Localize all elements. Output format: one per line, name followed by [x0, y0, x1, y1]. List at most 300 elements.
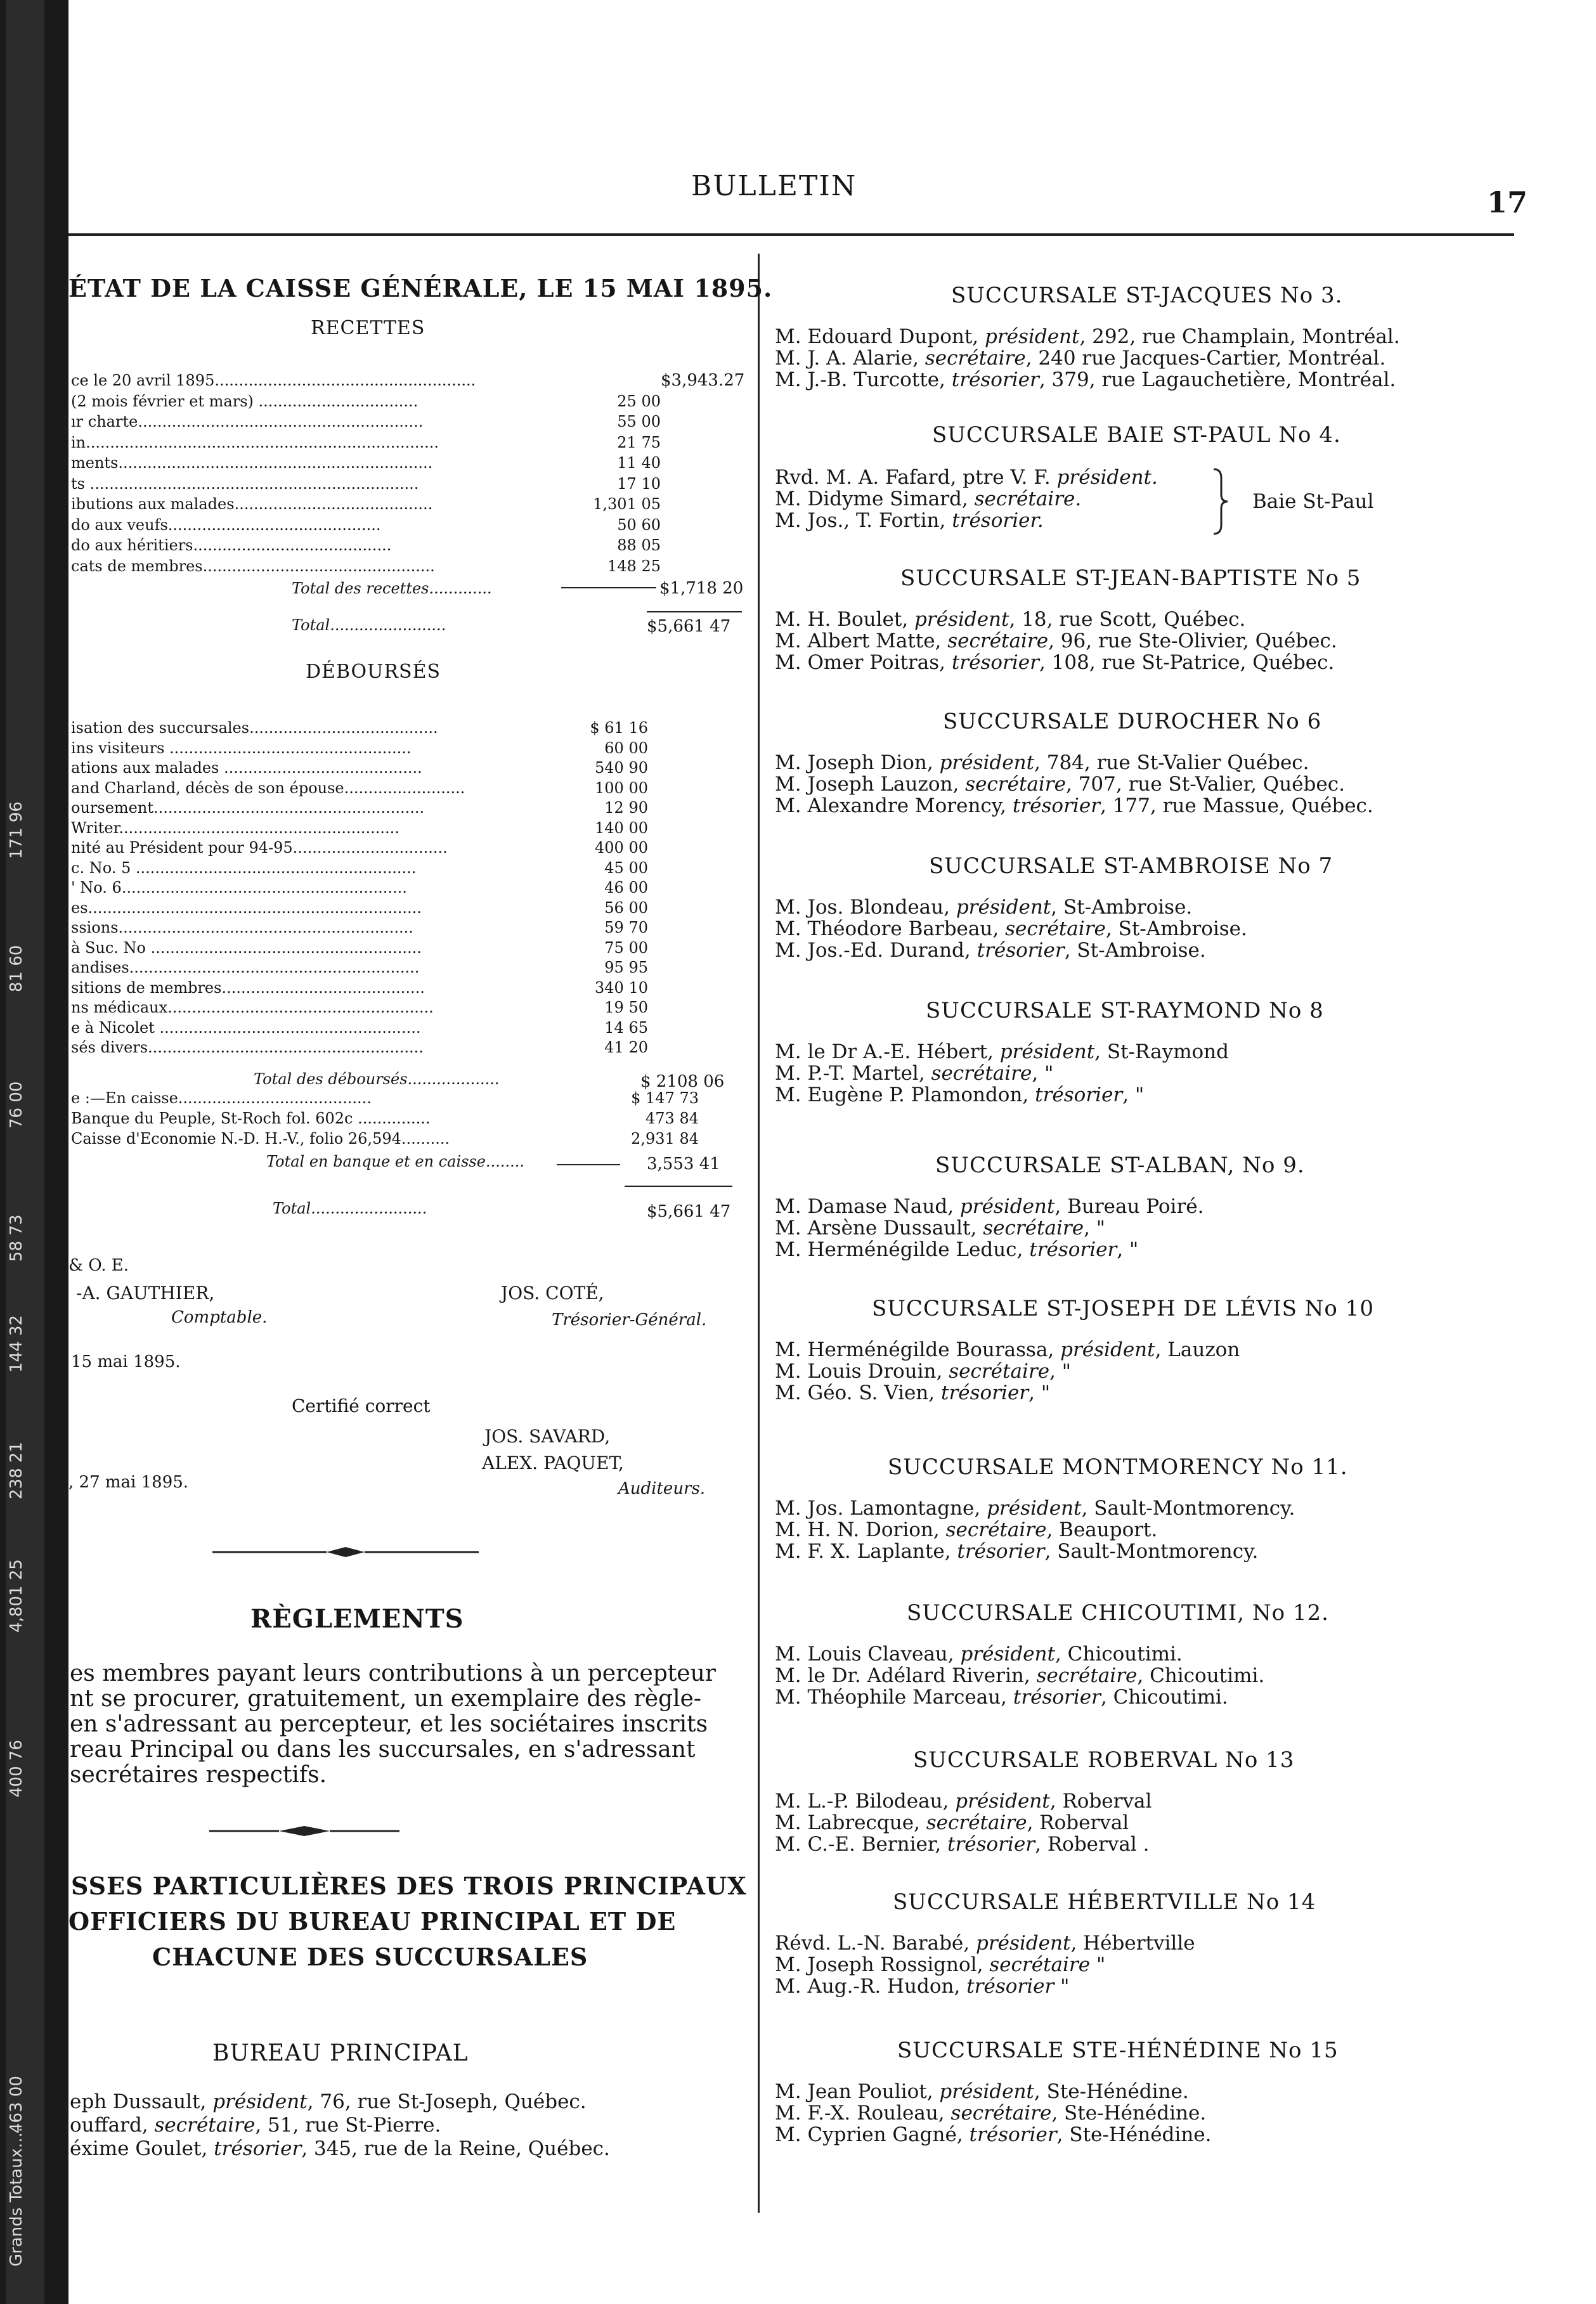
total1-value: $5,661 47: [647, 617, 731, 636]
officer-role: président: [960, 1643, 1055, 1666]
officer-name: M. H. N. Dorion,: [775, 1518, 946, 1541]
recette-amount: 50 60: [617, 515, 661, 534]
officer-role: secrétaire: [950, 2102, 1052, 2125]
officer-name: M. Louis Drouin,: [775, 1360, 949, 1383]
debourse-row: [71, 1037, 749, 1058]
officer-role: trésorier: [1035, 1084, 1123, 1106]
recette-amount: 11 40: [617, 454, 661, 472]
officer-name: M. J.-B. Turcotte,: [775, 368, 952, 391]
sig-cote-role: Trésorier-Général.: [552, 1311, 707, 1330]
debourse-label: ssions.............................................................: [71, 919, 413, 936]
officer-role: trésorier: [966, 1975, 1054, 1998]
officer-role: trésorier: [214, 2137, 302, 2160]
officer-address: , Lauzon: [1155, 1338, 1240, 1361]
recette-label: in.........................................................................: [71, 433, 439, 451]
officer-role: trésorier: [976, 939, 1065, 962]
officer-address: , 18, rue Scott, Québec.: [1009, 608, 1246, 631]
bureau-officer-line: [70, 2114, 441, 2137]
officer-address: , Roberval .: [1035, 1833, 1150, 1856]
officer-role: trésorier: [1013, 1686, 1101, 1709]
recette-label: do aux veufs............................................: [71, 515, 381, 534]
officer-line: [775, 510, 1044, 532]
officer-line: [775, 1196, 1203, 1218]
succursale-title: SUCCURSALE CHICOUTIMI, No 12.: [907, 1600, 1329, 1626]
officer-line: [775, 326, 1400, 348]
date-1: 15 mai 1895.: [71, 1352, 181, 1371]
recette-row: [71, 370, 749, 391]
officer-line: [775, 1382, 1050, 1404]
officer-name: M. Joseph Rossignol,: [775, 1953, 990, 1976]
debourse-row: [71, 838, 749, 858]
recette-row: [71, 474, 749, 494]
total-debourses-label: Total des déboursés...................: [254, 1070, 500, 1088]
debourse-row: [71, 997, 749, 1018]
total-recettes-dash: [561, 587, 656, 588]
officer-role: président: [212, 2090, 308, 2113]
officer-line: [775, 1686, 1228, 1709]
recette-amount: 148 25: [607, 557, 661, 575]
banque-amount: $ 147 73: [631, 1089, 699, 1107]
officer-name: M. Labrecque,: [775, 1811, 926, 1834]
officer-address: , 177, rue Massue, Québec.: [1100, 794, 1373, 817]
officer-role: secrétaire: [925, 347, 1026, 370]
succursale-title: SUCCURSALE BAIE ST-PAUL No 4.: [932, 422, 1341, 448]
officer-role: président: [985, 325, 1080, 348]
officer-line: [775, 1239, 1138, 1261]
page-title: BULLETIN: [691, 170, 857, 202]
officer-role: président: [999, 1040, 1095, 1063]
officer-role: secrétaire: [154, 2114, 256, 2137]
officer-line: [775, 2081, 1189, 2103]
officer-line: [775, 773, 1345, 796]
date-2: , 27 mai 1895.: [68, 1473, 189, 1492]
officer-role: trésorier: [951, 651, 1039, 674]
officer-address: , Chicoutimi.: [1054, 1643, 1183, 1666]
officer-address: , St-Ambroise.: [1064, 939, 1206, 962]
debourse-label: sitions de membres..........................................: [71, 978, 425, 997]
debourse-label: oursement........................................................: [71, 799, 425, 817]
officer-role: secrétaire: [926, 1811, 1027, 1834]
total-debourses-value: $ 2108 06: [640, 1072, 725, 1091]
sig-savard: JOS. SAVARD,: [484, 1426, 611, 1447]
ornament-divider: [212, 1544, 479, 1560]
total-recettes-label: Total des recettes.............: [292, 579, 492, 597]
binding-edge-label: 76 00: [7, 1081, 26, 1129]
debourse-row: [71, 758, 749, 778]
officer-line: [775, 1084, 1144, 1106]
debourse-label: c. No. 5 ..........................................................: [71, 858, 417, 877]
bureau-principal-title: BUREAU PRINCIPAL: [212, 2040, 469, 2066]
total2-label: Total........................: [273, 1200, 427, 1217]
officer-role: président: [956, 896, 1051, 919]
officer-role: secrétaire: [1005, 917, 1106, 940]
bureau-officer-line: [70, 2091, 587, 2113]
recettes-heading: RECETTES: [311, 317, 425, 339]
binding-edge-label: [7, 1474, 26, 1499]
banque-row: [71, 1088, 749, 1108]
officer-address: , Roberval: [1027, 1811, 1129, 1834]
succursale-title: SUCCURSALE ST-JOSEPH DE LÉVIS No 10: [872, 1296, 1374, 1321]
binding-edge-label: [7, 1772, 26, 1797]
recette-label: ır charte...........................................................: [71, 413, 424, 430]
binding-edge-label: 81 60: [7, 945, 26, 992]
officer-address: ": [1090, 1953, 1106, 1976]
officer-line: [775, 1498, 1295, 1520]
officer-address: , St-Raymond: [1094, 1040, 1229, 1063]
adresses-title-line: OFFICIERS DU BUREAU PRINCIPAL ET DE: [68, 1907, 677, 1936]
sig-cote: JOS. COTÉ,: [501, 1283, 604, 1304]
officer-role: président.: [1056, 466, 1158, 489]
adresses-title-line: CHACUNE DES SUCCURSALES: [152, 1943, 588, 1971]
officer-name: M. Louis Claveau,: [775, 1643, 961, 1666]
debourse-amount: 540 90: [595, 759, 648, 777]
officer-name: éxime Goulet,: [70, 2137, 214, 2160]
debourse-label: Writer..........................................................: [71, 819, 399, 837]
officer-address: , 379, rue Lagauchetière, Montréal.: [1039, 368, 1396, 391]
officer-name: ouffard,: [70, 2114, 155, 2137]
debourse-amount: 41 20: [604, 1039, 648, 1056]
recette-amount: 21 75: [617, 433, 661, 451]
banque-row: [71, 1108, 749, 1129]
debourse-row: [71, 917, 749, 938]
officer-name: M. C.-E. Bernier,: [775, 1833, 948, 1856]
banque-label: e :—En caisse........................................: [71, 1089, 372, 1107]
officer-role: secrétaire: [983, 1217, 1084, 1239]
officer-role: trésorier: [947, 1833, 1035, 1856]
officer-name: M. H. Boulet,: [775, 608, 915, 631]
total1-label: Total........................: [292, 616, 446, 634]
officer-role: trésorier: [969, 2123, 1057, 2146]
officer-address: , ": [1122, 1084, 1145, 1106]
officer-address: ": [1054, 1975, 1070, 1998]
succursale-title: SUCCURSALE DUROCHER No 6: [943, 709, 1322, 734]
officer-name: M. Omer Poitras,: [775, 651, 952, 674]
succursale-title: SUCCURSALE MONTMORENCY No 11.: [888, 1454, 1348, 1480]
banque-row: [71, 1129, 749, 1149]
officer-name: M. F.-X. Rouleau,: [775, 2102, 951, 2125]
recette-row: [71, 391, 749, 411]
officer-address: , 292, rue Champlain, Montréal.: [1079, 325, 1400, 348]
debourse-amount: 12 90: [604, 799, 648, 817]
officer-name: M. F. X. Laplante,: [775, 1540, 957, 1563]
total2-rule: [625, 1186, 732, 1187]
banque-amount: 2,931 84: [631, 1130, 699, 1148]
officer-role: président: [955, 1790, 1050, 1813]
succursale-title: SUCCURSALE STE-HÉNÉDINE No 15: [897, 2038, 1339, 2063]
recette-amount: 55 00: [617, 413, 661, 430]
debourse-label: ations aux malades .........................................: [71, 759, 422, 777]
total-banque-value: 3,553 41: [647, 1155, 720, 1174]
officer-address: , Sault-Montmorency.: [1081, 1497, 1295, 1520]
certifie-correct: Certifié correct: [292, 1395, 431, 1416]
officer-name: M. Arsène Dussault,: [775, 1217, 983, 1239]
debourse-amount: 19 50: [604, 999, 648, 1016]
officer-role: secrétaire: [931, 1062, 1032, 1085]
officer-name: M. le Dr A.-E. Hébert,: [775, 1040, 1000, 1063]
recette-total: $3,943.27: [661, 371, 745, 390]
officer-address: , 76, rue St-Joseph, Québec.: [307, 2090, 587, 2113]
officer-address: , Roberval: [1049, 1790, 1152, 1813]
officer-line: [775, 1643, 1183, 1666]
officer-address: , St-Ambroise.: [1105, 917, 1247, 940]
banque-label: Caisse d'Economie N.-D. H.-V., folio 26,594..........: [71, 1130, 450, 1148]
officer-address: , St-Ambroise.: [1051, 896, 1193, 919]
officer-address: , Ste-Hénédine.: [1034, 2080, 1189, 2103]
officer-name: M. Alexandre Morency,: [775, 794, 1013, 817]
officer-line: [775, 795, 1373, 817]
recette-label: ce le 20 avril 1895......................................................: [71, 372, 476, 389]
officer-name: M. Herménégilde Bourassa,: [775, 1338, 1061, 1361]
officer-address: , ": [1117, 1238, 1139, 1261]
officer-name: eph Dussault,: [70, 2090, 213, 2113]
sig-gauthier-role: Comptable.: [171, 1308, 268, 1327]
officer-name: M. Théophile Marceau,: [775, 1686, 1013, 1709]
sig-paquet: ALEX. PAQUET,: [482, 1453, 624, 1473]
debourse-label: à Suc. No ........................................................: [71, 938, 422, 957]
officer-role: trésorier: [941, 1382, 1029, 1404]
officer-name: M. Herménégilde Leduc,: [775, 1238, 1030, 1261]
debourse-label: sés divers.........................................................: [71, 1039, 424, 1056]
binding-edge-label: 58 73: [7, 1214, 26, 1262]
officer-line: [775, 609, 1245, 631]
debourse-label: ins visiteurs ..................................................: [71, 739, 412, 757]
banque-amount: 473 84: [646, 1110, 699, 1127]
debourse-row: [71, 798, 749, 818]
officer-line: [775, 1361, 1071, 1383]
officer-address: , Chicoutimi.: [1137, 1664, 1265, 1687]
adresses-title-line: SSES PARTICULIÈRES DES TROIS PRINCIPAUX: [71, 1872, 747, 1900]
officer-line: [775, 1041, 1229, 1063]
officer-name: M. P.-T. Martel,: [775, 1062, 931, 1085]
recette-amount: 25 00: [617, 392, 661, 410]
total-recettes-value: $1,718 20: [659, 579, 744, 598]
officer-role: président: [1060, 1338, 1155, 1361]
officer-name: M. Didyme Simard,: [775, 488, 975, 510]
officer-line: [775, 1339, 1240, 1361]
officer-line: [775, 347, 1385, 370]
officer-name: M. L.-P. Bilodeau,: [775, 1790, 956, 1813]
officer-address: , Bureau Poiré.: [1054, 1195, 1204, 1218]
recette-label: do aux héritiers.........................................: [71, 536, 392, 554]
recette-row: [71, 432, 749, 453]
officer-name: M. Théodore Barbeau,: [775, 917, 1006, 940]
brace-icon: [1211, 467, 1230, 536]
debourse-amount: 400 00: [595, 839, 648, 857]
column-divider: [758, 254, 760, 2213]
succursale-title: SUCCURSALE ST-JACQUES No 3.: [951, 283, 1343, 308]
debourse-amount: 59 70: [604, 919, 648, 936]
officer-address: , ": [1028, 1382, 1051, 1404]
officer-name: M. Cyprien Gagné,: [775, 2123, 970, 2146]
officer-name: M. le Dr. Adélard Riverin,: [775, 1664, 1037, 1687]
banque-label: Banque du Peuple, St-Roch fol. 602c ...............: [71, 1110, 431, 1127]
officer-name: M. Jos. Blondeau,: [775, 896, 956, 919]
officer-name: M. Edouard Dupont,: [775, 325, 985, 348]
debourse-amount: 340 10: [595, 978, 648, 997]
officer-role: secrétaire: [989, 1953, 1091, 1976]
officer-address: , Beauport.: [1046, 1518, 1158, 1541]
officer-address: , Sault-Montmorency.: [1044, 1540, 1259, 1563]
officer-name: M. Jean Pouliot,: [775, 2080, 940, 2103]
reglement-line: reau Principal ou dans les succursales, en s'adressant: [70, 1737, 696, 1763]
succursale-title: SUCCURSALE ST-RAYMOND No 8: [926, 998, 1324, 1023]
officer-address: , ": [1049, 1360, 1072, 1383]
succursale-title: SUCCURSALE ST-AMBROISE No 7: [929, 853, 1333, 879]
officer-line: [775, 1217, 1105, 1239]
officer-role: président: [939, 751, 1035, 774]
debourse-row: [71, 877, 749, 898]
officer-role: président: [959, 1195, 1055, 1218]
officer-line: [775, 630, 1337, 652]
officer-address: , 784, rue St-Valier Québec.: [1034, 751, 1309, 774]
recette-label: (2 mois février et mars) .................................: [71, 392, 418, 410]
sig-order: & O. E.: [68, 1256, 129, 1275]
debourse-row: [71, 718, 749, 738]
officer-role: trésorier: [957, 1540, 1045, 1563]
officer-name: M. J. A. Alarie,: [775, 347, 925, 370]
officer-role: président: [987, 1497, 1082, 1520]
debourse-label: ns médicaux.......................................................: [71, 999, 434, 1016]
officer-name: Révd. L.-N. Barabé,: [775, 1932, 976, 1955]
etat-title: ÉTAT DE LA CAISSE GÉNÉRALE, LE 15 MAI 1895.: [68, 274, 773, 302]
officer-line: [775, 2124, 1211, 2146]
sig-gauthier: -A. GAUTHIER,: [76, 1283, 215, 1304]
total-banque-dash: [557, 1164, 620, 1165]
succursale-place: Baie St-Paul: [1252, 490, 1374, 513]
binding-edge-label: [7, 1607, 26, 1633]
debourse-row: [71, 978, 749, 998]
binding-shadow: [6, 0, 44, 2304]
debourse-row: [71, 818, 749, 838]
binding-edge-label: [7, 2241, 26, 2267]
debourse-label: es.....................................................................: [71, 898, 422, 917]
debourse-label: andises............................................................: [71, 959, 420, 976]
recette-row: [71, 494, 749, 514]
officer-address: , 96, rue Ste-Olivier, Québec.: [1048, 630, 1337, 652]
officer-role: secrétaire: [949, 1360, 1050, 1383]
total1-rule: [647, 611, 742, 612]
header-rule: [68, 233, 1514, 236]
officer-role: secrétaire: [965, 773, 1066, 796]
officer-line: [775, 752, 1309, 774]
officer-name: M. Jos., T. Fortin,: [775, 509, 952, 532]
total2-value: $5,661 47: [647, 1202, 731, 1221]
reglement-line: secrétaires respectifs.: [70, 1762, 327, 1788]
recette-label: cats de membres................................................: [71, 557, 435, 575]
debourse-row: [71, 898, 749, 918]
debourse-amount: 45 00: [604, 858, 648, 877]
officer-name: M. Géo. S. Vien,: [775, 1382, 942, 1404]
officer-name: M. Aug.-R. Hudon,: [775, 1975, 967, 1998]
debourse-amount: 60 00: [604, 739, 648, 757]
officer-line: [775, 1063, 1053, 1085]
officer-line: [775, 2102, 1206, 2125]
binding-edge-label: [7, 834, 26, 859]
officer-role: président: [939, 2080, 1034, 2103]
officer-line: [775, 1541, 1258, 1563]
officer-role: président: [914, 608, 1009, 631]
officer-line: [775, 1932, 1195, 1955]
officer-name: M. Joseph Lauzon,: [775, 773, 966, 796]
debourse-row: [71, 858, 749, 878]
officer-address: , ": [1084, 1217, 1106, 1239]
officer-name: M. Albert Matte,: [775, 630, 948, 652]
officer-address: , 51, rue St-Pierre.: [255, 2114, 441, 2137]
debourse-amount: $ 61 16: [590, 719, 648, 737]
officer-address: , ": [1032, 1062, 1054, 1085]
officer-role: président: [975, 1932, 1071, 1955]
debourse-amount: 14 65: [604, 1018, 648, 1037]
officer-name: M. Joseph Dion,: [775, 751, 940, 774]
debourse-label: e à Nicolet ......................................................: [71, 1018, 421, 1037]
debourse-amount: 100 00: [595, 779, 648, 797]
officer-name: M. Jos.-Ed. Durand,: [775, 939, 977, 962]
debourses-heading: DÉBOURSÉS: [306, 661, 441, 683]
officer-line: [775, 1665, 1264, 1687]
officer-role: trésorier: [1012, 794, 1100, 817]
debourse-row: [71, 957, 749, 978]
reglements-title: RÈGLEMENTS: [250, 1604, 464, 1634]
officer-line: [775, 918, 1247, 940]
debourse-row: [71, 778, 749, 798]
officer-address: , 345, rue de la Reine, Québec.: [301, 2137, 610, 2160]
officer-line: [775, 896, 1192, 919]
debourse-label: isation des succursales.......................................: [71, 719, 438, 737]
officer-address: , Ste-Hénédine.: [1056, 2123, 1212, 2146]
recette-row: [71, 556, 749, 576]
debourse-amount: 95 95: [604, 959, 648, 976]
officer-line: [775, 652, 1334, 674]
officer-line: [775, 467, 1158, 489]
officer-line: [775, 488, 1081, 510]
officer-name: Rvd. M. A. Fafard, ptre V. F.: [775, 466, 1057, 489]
officer-name: M. Jos. Lamontagne,: [775, 1497, 987, 1520]
officer-address: , Chicoutimi.: [1100, 1686, 1228, 1709]
ornament-divider-2: [209, 1823, 399, 1839]
recette-row: [71, 453, 749, 473]
officer-role: trésorier: [1029, 1238, 1117, 1261]
officer-line: [775, 1790, 1152, 1813]
debourse-amount: 140 00: [595, 819, 648, 837]
officer-address: , Ste-Hénédine.: [1051, 2102, 1207, 2125]
reglement-line: nt se procurer, gratuitement, un exemplaire des règle-: [70, 1686, 702, 1712]
succursale-title: SUCCURSALE HÉBERTVILLE No 14: [893, 1889, 1316, 1915]
officer-address: , 240 rue Jacques-Cartier, Montréal.: [1025, 347, 1386, 370]
binding-edge-label: [7, 2108, 26, 2133]
officer-line: [775, 940, 1206, 962]
officer-line: [775, 1976, 1069, 1998]
reglement-line: en s'adressant au percepteur, et les sociétaires inscrits: [70, 1711, 708, 1737]
officer-line: [775, 1954, 1105, 1976]
officer-address: , 707, rue St-Valier, Québec.: [1065, 773, 1345, 796]
debourse-label: and Charland, décès de son épouse.........................: [71, 779, 465, 797]
debourse-label: nité au Président pour 94-95................................: [71, 839, 448, 857]
officer-line: [775, 1519, 1157, 1541]
debourse-row: [71, 938, 749, 958]
recette-row: [71, 411, 749, 432]
officer-address: , Hébertville: [1070, 1932, 1195, 1955]
succursale-title: SUCCURSALE ROBERVAL No 13: [913, 1747, 1295, 1773]
officer-line: [775, 1834, 1149, 1856]
debourse-amount: 46 00: [604, 879, 648, 896]
debourse-label: ' No. 6...........................................................: [71, 879, 407, 896]
recette-row: [71, 535, 749, 555]
recette-amount: 1,301 05: [593, 495, 661, 513]
recette-label: ibutions aux malades.........................................: [71, 495, 433, 513]
debourse-row: [71, 1018, 749, 1038]
sig-auditeurs: Auditeurs.: [618, 1479, 706, 1498]
total-banque-label: Total en banque et en caisse........: [266, 1153, 524, 1170]
